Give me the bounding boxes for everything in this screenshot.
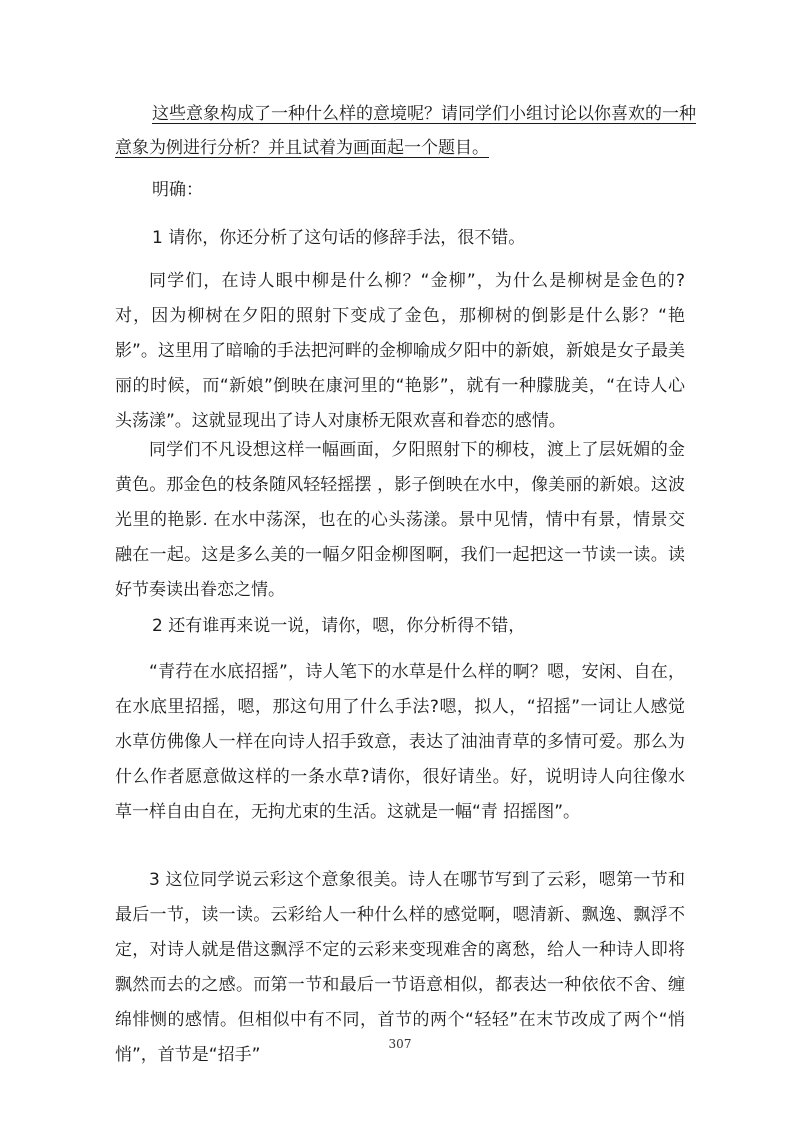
paragraph-5: “青荇在水底招摇”，诗人笔下的水草是什么样的啊？嗯，安闲、自在，在水底里招摇，嗯，那这句用了什么手法?嗯，拟人，“招摇”一词让人感觉水草仿佛像人一样在向诗人招手致意，表达了油油青草的多情可爱。那么为什么作者愿意做这样的一条水草?请你，很好请坐。好，说明诗人向往像水草一样自由自在，无拘尤束的生活。这就是一幅“青 招摇图”。 [115,662,685,822]
paragraph-2: 同学们，在诗人眼中柳是什么柳？“金柳”，为什么是柳树是金色的?对，因为柳树在夕阳的照射下变成了金色，那柳树的倒影是什么影？“艳影”。这里用了暗喻的手法把河畔的金柳喻成夕阳中的新娘，新娘是女子最美丽的时候，而“新娘”倒映在康河里的“艳影”，就有一种朦胧美，“在诗人心头荡漾”。这就显现出了诗人对康桥无限欢喜和眷恋的感情。 [115,271,685,431]
section-heading: 明确： [152,180,203,200]
paragraph-3: 同学们不凡设想这样一幅画面，夕阳照射下的柳枝，渡上了层妩媚的金黄色。那金色的枝条随风轻轻摇摆 ，影子倒映在水中，像美丽的新娘。这波光里的艳影. 在水中荡深，也在的心头荡漾。景中见情，情中有景，情景交融在一起。这是多么美的一幅夕阳金柳图啊，我们一起把这一节读一读。读好节奏读出眷恋之情。 [115,440,685,600]
paragraph-4: 2 还有谁再来说一说，请你，嗯，你分析得不错， [152,616,526,636]
intro-line-2: 意象为例进行分析？并且试着为画面起一个题目。 [115,138,489,158]
intro-line-1: 这些意象构成了一种什么样的意境呢？请同学们小组讨论以你喜欢的一种 [152,104,696,124]
paragraph-1: 1 请你，你还分析了这句话的修辞手法，很不错。 [152,228,526,248]
page-number: 307 [388,1037,412,1051]
paragraph-6: 3 这位同学说云彩这个意象很美。诗人在哪节写到了云彩，嗯第一节和最后一节，读一读。云彩给人一种什么样的感觉啊，嗯清新、飘逸、飘浮不定，对诗人就是借这飘浮不定的云彩来变现难舍的离愁，给人一种诗人即将飘然而去的之感。而第一节和最后一节语意相似，都表达一种依依不舍、缠绵悱恻的感情。但相似中有不同，首节的两个“轻轻”在末节改成了两个“悄悄”，首节是“招手” [115,870,685,1065]
